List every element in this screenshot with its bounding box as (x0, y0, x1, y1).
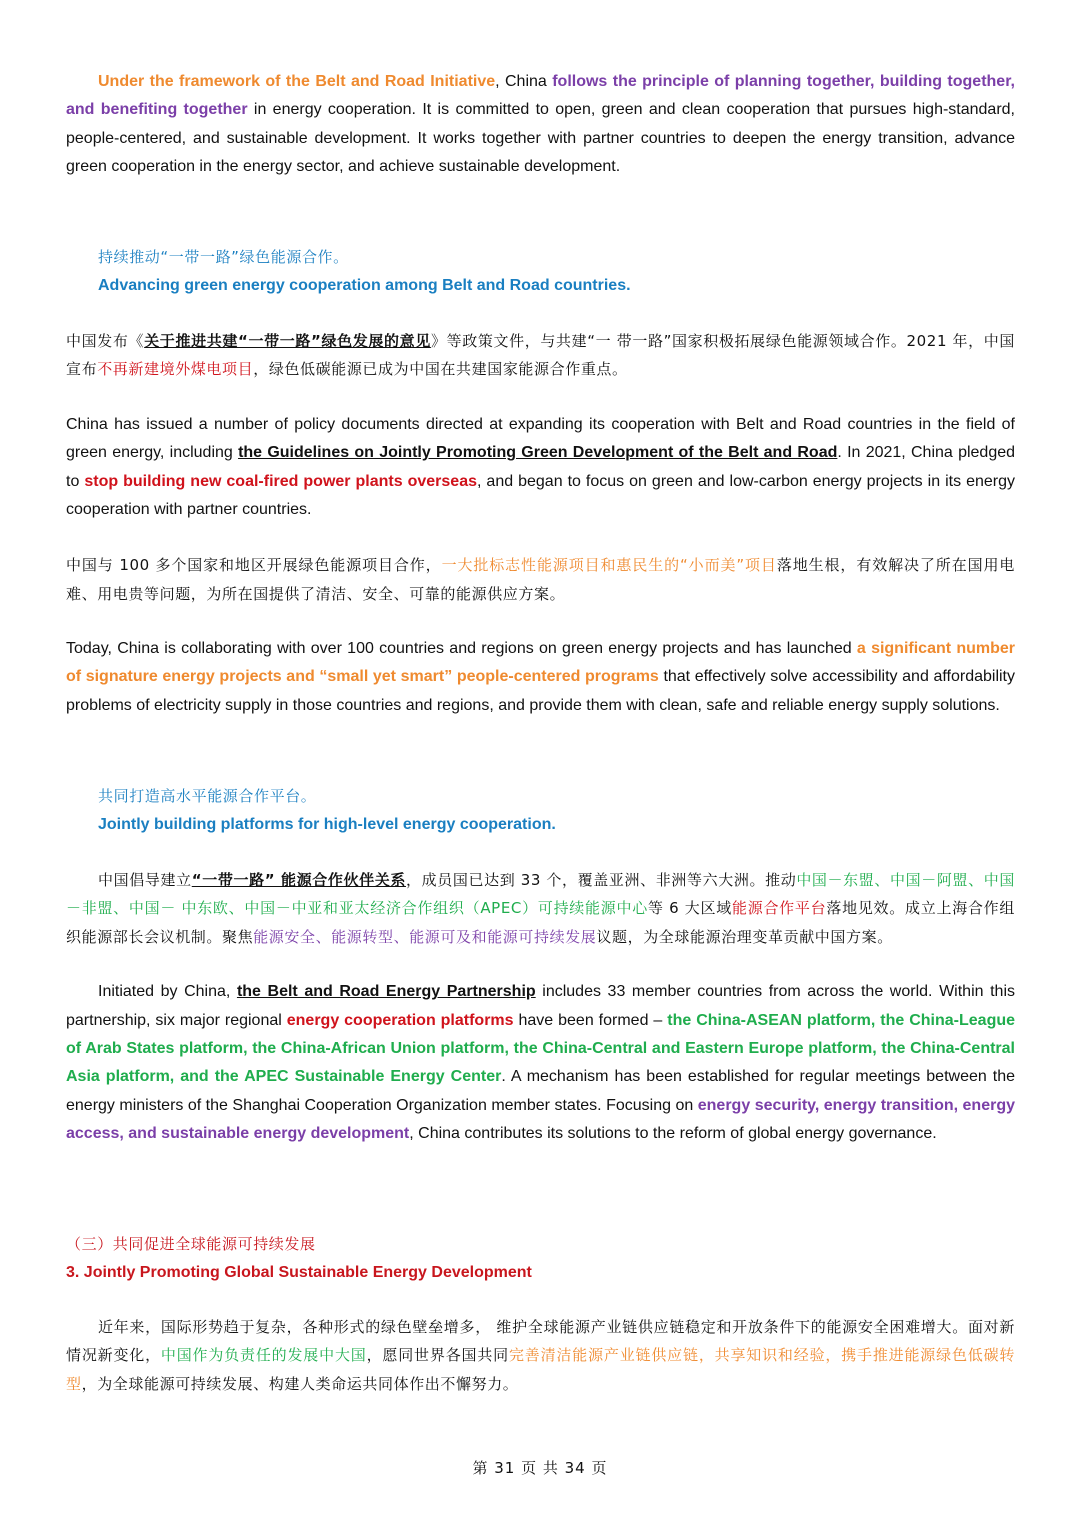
text: 落地见效。成立上海合作组织能源部长会议机制。聚焦 (66, 899, 1015, 946)
text: have been formed – (513, 1011, 668, 1029)
intro-highlight-bri: Under the framework of the Belt and Road Initiative (98, 73, 496, 90)
responsible-country-zh: 中国作为负责任的发展中大国 (160, 1346, 367, 1365)
text: includes 33 member countries from across the world. Within this partnership, six major regional (66, 983, 1016, 1029)
text: 近年来，国际形势趋于复杂，各种形式的绿色壁垒增多， 维护全球能源产业链供应链稳定和开放条件下的能源安全困难增大。面对新情况新变化， (66, 1317, 1015, 1365)
text: China has issued a number of policy documents directed at expanding its cooperation with Belt and Road countries in the field of green energy, including (66, 415, 1015, 462)
section3-zh-paragraph (66, 1313, 1015, 1399)
section2-zh-paragraph (66, 866, 1015, 952)
text: , and began to focus on green and low-carbon energy projects in its energy cooperation with partner countries. (66, 472, 1016, 518)
text: 落地生根，有效解决了所在国用电难、用电贵等问题，为所在国提供了清洁、安全、可靠的能源供应方案。 (66, 556, 1015, 603)
cooperation-platforms-zh: 能源合作平台 (732, 899, 827, 918)
text: ，为全球能源可持续发展、构建人类命运共同体作出不懈努力。 (81, 1374, 519, 1393)
text: 等 6 大区域 (647, 899, 732, 918)
cooperation-platforms-en: energy cooperation platforms (286, 1011, 514, 1029)
intro-highlight-principle: follows the principle of planning together, building together, and benefiting together (66, 73, 1015, 119)
guidelines-title-en: the Guidelines on Jointly Promoting Green Development of the Belt and Road (238, 444, 838, 462)
focus-topics-zh: 能源安全、能源转型、能源可及和能源可持续发展 (253, 927, 597, 946)
section2-heading-en: Jointly building platforms for high-level energy cooperation. (98, 815, 556, 833)
energy-partnership-zh: “一带一路” 能源合作伙伴关系 (191, 870, 406, 889)
section2-en-paragraph (66, 978, 1015, 1148)
coal-pledge-zh: 不再新建境外煤电项目 (97, 360, 254, 379)
signature-projects-en: a significant number of signature energy projects and “small yet smart” people-centered programs (66, 640, 1016, 686)
text: Initiated by China, (98, 983, 237, 1001)
document-page (66, 64, 1015, 1398)
text: ，成员国已达到 33 个，覆盖亚洲、非洲等六大洲。推动 (405, 870, 797, 889)
section1-zh-paragraph-2 (66, 551, 1015, 608)
text: ，绿色低碳能源已成为中国在共建国家能源合作重点。 (253, 360, 628, 379)
text: ，愿同世界各国共同 (366, 1346, 509, 1365)
section3-heading-en: 3. Jointly Promoting Global Sustainable Energy Development (66, 1263, 532, 1281)
section3-heading-zh: （三）共同促进全球能源可持续发展 (66, 1235, 316, 1254)
intro-text: , China (495, 73, 553, 90)
page-footer: 第 31 页 共 34 页 (472, 1459, 608, 1477)
text: 中国发布《 (66, 331, 145, 350)
intro-paragraph (66, 68, 1015, 181)
section1-heading-zh: 持续推动“一带一路”绿色能源合作。 (98, 248, 349, 267)
section1-zh-paragraph-1 (66, 327, 1015, 384)
intro-text-rest: in energy cooperation. It is committed to open, green and clean cooperation that pursues high-standard, people-centered, and sustainable development. It works together with partner countries to deepen the energy transition, advance green cooperation in the energy sector, and achieve sustainable development. (66, 101, 1016, 175)
text: 议题，为全球能源治理变革贡献中国方案。 (596, 927, 893, 946)
section1-heading-en: Advancing green energy cooperation among Belt and Road countries. (98, 276, 631, 294)
platform-list-en: the China-ASEAN platform, the China-League of Arab States platform, the China-African Union platform, the China-Central and Eastern Europe platform, the China-Central Asia platform, and the APEC Sustainable Energy Center (66, 1011, 1016, 1086)
text: . A mechanism has been established for regular meetings between the energy ministers of the Shanghai Cooperation Organization member states. Focusing on (66, 1068, 1016, 1114)
section1-en-paragraph-2 (66, 635, 1015, 720)
text: Today, China is collaborating with over 100 countries and regions on green energy projects and has launched (66, 640, 857, 658)
platform-list-zh: 中国－东盟、中国－阿盟、中国－非盟、中国－ 中东欧、中国－中亚和亚太经济合作组织（APEC）可持续能源中心 (66, 870, 1015, 918)
guidelines-title-zh: 关于推进共建“一带一路”绿色发展的意见 (144, 331, 431, 350)
text: . In 2021, China pledged to (66, 444, 1016, 490)
text: 》等政策文件，与共建“一 带一路”国家积极拓展绿色能源领域合作。2021 年，中国宣布 (66, 331, 1015, 379)
text: that effectively solve accessibility and affordability problems of electricity supply in those countries and regions, and provide them with clean, safe and reliable energy supply solutions. (66, 668, 1016, 714)
focus-topics-en: energy security, energy transition, energy access, and sustainable energy development (66, 1096, 1016, 1142)
text: 中国倡导建立 (98, 870, 192, 889)
energy-partnership-en: the Belt and Road Energy Partnership (236, 983, 536, 1001)
section1-en-paragraph-1 (66, 411, 1015, 524)
section2-heading-zh: 共同打造高水平能源合作平台。 (98, 787, 317, 806)
text: 中国与 100 多个国家和地区开展绿色能源项目合作， (66, 556, 442, 575)
text: , China contributes its solutions to the reform of global energy governance. (409, 1124, 937, 1142)
coal-pledge-en: stop building new coal-fired power plants overseas (84, 472, 477, 490)
signature-projects-zh: 一大批标志性能源项目和惠民生的“小而美”项目 (441, 556, 777, 575)
supply-chain-goal-zh: 完善清洁能源产业链供应链，共享知识和经验，携手推进能源绿色低碳转型 (66, 1346, 1016, 1393)
